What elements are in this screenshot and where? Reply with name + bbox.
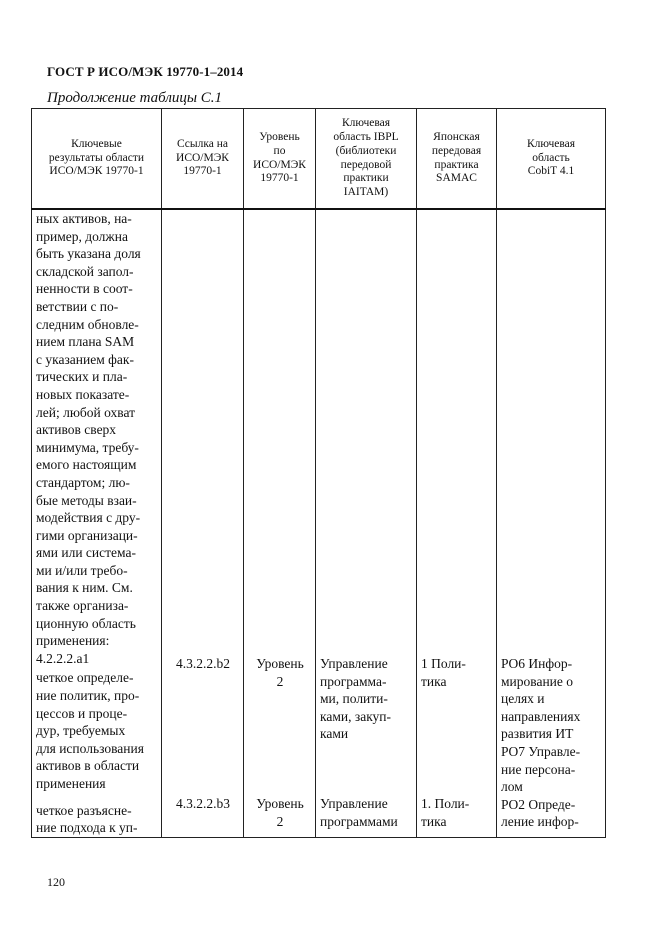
table-header-row: [32, 109, 606, 210]
level-value: Уровень 2: [256, 656, 304, 689]
cobit-value: PO2 Опреде- ление инфор-: [501, 796, 579, 830]
cell-results: [32, 209, 162, 837]
cobit-value: PO6 Инфор- мирование о целях и направлениях развития ИТ PO7 Управле- ние персона- лом: [501, 656, 581, 795]
samac-value: 1 Поли- тика: [421, 656, 466, 689]
cell-reference: [162, 209, 244, 837]
samac-value: 1. Поли- тика: [421, 796, 470, 829]
table-row: [32, 209, 606, 837]
column-header-level: Уровень по ИСО/МЭК 19770-1: [244, 109, 316, 210]
column-header-key-results: Ключевые результаты области ИСО/МЭК 19770-1: [32, 109, 162, 210]
result-text: четкое определе- ние политик, про- цессов и проце- дур, требуемых для использования активов в области применения: [36, 670, 144, 791]
page-number: 120: [47, 875, 65, 889]
cell-samac: [417, 209, 497, 837]
reference-value: 4.3.2.2.b3: [176, 795, 230, 811]
ibpl-value: Управление программа- ми, полити- ками, закуп- ками: [320, 656, 392, 742]
level-value: Уровень 2: [256, 796, 304, 829]
result-text: четкое разъясне- ние подхода к уп-: [36, 802, 138, 836]
row-gap: [36, 793, 158, 802]
column-header-ibpl-area: Ключевая область IBPL (библиотеки передовой практики IAITAM): [316, 109, 417, 210]
column-header-cobit-area: Ключевая область CobiT 4.1: [497, 109, 606, 210]
cell-ibpl: [316, 209, 417, 837]
document-title: ГОСТ Р ИСО/МЭК 19770-1–2014: [47, 64, 244, 79]
column-header-reference: Ссылка на ИСО/МЭК 19770-1: [162, 109, 244, 210]
column-header-samac-practice: Японская передовая практика SAMAC: [417, 109, 497, 210]
table-caption: Продолжение таблицы С.1: [47, 90, 223, 106]
cell-level: [244, 209, 316, 837]
ibpl-value: Управление программами: [320, 795, 398, 829]
standards-mapping-table: [31, 108, 606, 838]
reference-value: 4.3.2.2.b2: [176, 656, 230, 671]
result-text: ных активов, на- пример, должна быть указана доля складской запол- ненности в соот- ветствии с по- следним обновле- нием плана SAM с указанием фак- тических и пла- новых показате- лей; любой охват активов сверх минимума, требу- емого настоящим стандартом; лю- бые методы взаи- модействия с дру- гими организаци- ями или система- ми и/или требо- вания к ним. См. также организа- ционную область применения: 4.2.2.2.a1: [36, 211, 141, 666]
cell-cobit: [497, 209, 606, 837]
